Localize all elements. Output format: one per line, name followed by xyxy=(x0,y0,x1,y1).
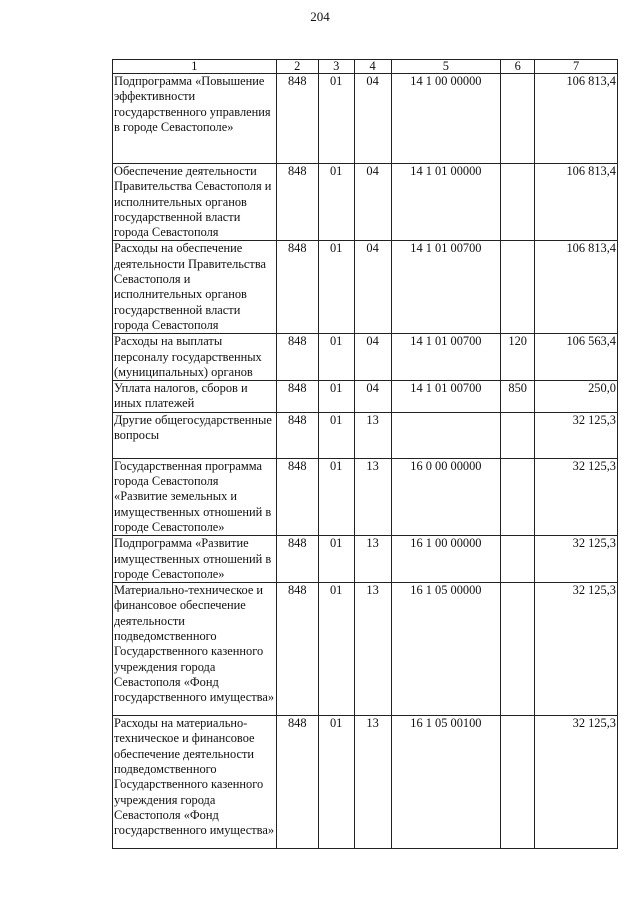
table-row xyxy=(113,164,618,241)
row-c2: 848 xyxy=(276,164,318,241)
row-c4: 04 xyxy=(354,74,391,164)
table-row xyxy=(113,334,618,381)
column-header: 4 xyxy=(354,60,391,74)
column-header: 2 xyxy=(276,60,318,74)
row-c4: 04 xyxy=(354,241,391,334)
column-header: 6 xyxy=(501,60,535,74)
row-c2: 848 xyxy=(276,536,318,583)
row-c6: 850 xyxy=(501,381,535,413)
row-c6 xyxy=(501,412,535,458)
row-c7: 32 125,3 xyxy=(535,458,618,535)
table-header-row xyxy=(113,60,618,74)
row-c3: 01 xyxy=(318,164,354,241)
row-c6 xyxy=(501,164,535,241)
row-c7: 106 813,4 xyxy=(535,164,618,241)
row-c7: 32 125,3 xyxy=(535,716,618,849)
row-c4: 04 xyxy=(354,381,391,413)
row-name: Расходы на обеспечение деятельности Правительства Севастополя и исполнительных органов государственной власти города Севастополя xyxy=(113,241,277,334)
row-name: Государственная программа города Севастополя «Развитие земельных и имущественных отношений в городе Севастополе» xyxy=(113,458,277,535)
row-c2: 848 xyxy=(276,334,318,381)
row-c2: 848 xyxy=(276,74,318,164)
row-c7: 32 125,3 xyxy=(535,536,618,583)
table-row xyxy=(113,74,618,164)
row-name: Подпрограмма «Повышение эффективности государственного управления в городе Севастополе» xyxy=(113,74,277,164)
row-c2: 848 xyxy=(276,716,318,849)
row-name: Обеспечение деятельности Правительства Севастополя и исполнительных органов государственной власти города Севастополя xyxy=(113,164,277,241)
column-header: 7 xyxy=(535,60,618,74)
row-c2: 848 xyxy=(276,583,318,716)
row-c7: 250,0 xyxy=(535,381,618,413)
row-c5: 14 1 01 00700 xyxy=(391,241,501,334)
row-c5: 16 1 00 00000 xyxy=(391,536,501,583)
table-row xyxy=(113,458,618,535)
column-header: 3 xyxy=(318,60,354,74)
row-name: Расходы на материально-техническое и финансовое обеспечение деятельности подведомственного Государственного казенного учреждения города Севастополя «Фонд государственного имущества» xyxy=(113,716,277,849)
row-c7: 106 813,4 xyxy=(535,241,618,334)
row-c2: 848 xyxy=(276,241,318,334)
row-c6 xyxy=(501,716,535,849)
row-c4: 13 xyxy=(354,458,391,535)
table-row xyxy=(113,716,618,849)
row-c2: 848 xyxy=(276,458,318,535)
row-c3: 01 xyxy=(318,241,354,334)
row-c4: 04 xyxy=(354,334,391,381)
table-row xyxy=(113,583,618,716)
budget-table xyxy=(112,59,618,849)
row-c3: 01 xyxy=(318,334,354,381)
row-name: Подпрограмма «Развитие имущественных отношений в городе Севастополе» xyxy=(113,536,277,583)
row-c7: 106 563,4 xyxy=(535,334,618,381)
row-c6 xyxy=(501,583,535,716)
row-name: Расходы на выплаты персоналу государственных (муниципальных) органов xyxy=(113,334,277,381)
row-c5 xyxy=(391,412,501,458)
row-name: Другие общегосударственные вопросы xyxy=(113,412,277,458)
row-c7: 106 813,4 xyxy=(535,74,618,164)
row-c5: 14 1 01 00700 xyxy=(391,334,501,381)
row-c5: 14 1 01 00000 xyxy=(391,164,501,241)
row-name: Уплата налогов, сборов и иных платежей xyxy=(113,381,277,413)
row-c4: 13 xyxy=(354,583,391,716)
row-c6: 120 xyxy=(501,334,535,381)
row-c6 xyxy=(501,458,535,535)
row-c3: 01 xyxy=(318,583,354,716)
row-c4: 13 xyxy=(354,412,391,458)
row-c3: 01 xyxy=(318,536,354,583)
row-c2: 848 xyxy=(276,412,318,458)
page-number: 204 xyxy=(310,9,330,24)
row-c2: 848 xyxy=(276,381,318,413)
row-c5: 16 1 05 00100 xyxy=(391,716,501,849)
row-c6 xyxy=(501,241,535,334)
table-row xyxy=(113,412,618,458)
row-name: Материально-техническое и финансовое обеспечение деятельности подведомственного Государственного казенного учреждения города Севастополя «Фонд государственного имущества» xyxy=(113,583,277,716)
table-row xyxy=(113,381,618,413)
row-c6 xyxy=(501,536,535,583)
row-c3: 01 xyxy=(318,412,354,458)
row-c4: 13 xyxy=(354,716,391,849)
row-c5: 16 0 00 00000 xyxy=(391,458,501,535)
row-c6 xyxy=(501,74,535,164)
row-c4: 04 xyxy=(354,164,391,241)
row-c4: 13 xyxy=(354,536,391,583)
row-c5: 14 1 00 00000 xyxy=(391,74,501,164)
row-c3: 01 xyxy=(318,458,354,535)
row-c5: 16 1 05 00000 xyxy=(391,583,501,716)
table-row xyxy=(113,241,618,334)
row-c3: 01 xyxy=(318,716,354,849)
row-c3: 01 xyxy=(318,74,354,164)
table-row xyxy=(113,536,618,583)
row-c7: 32 125,3 xyxy=(535,412,618,458)
row-c3: 01 xyxy=(318,381,354,413)
row-c5: 14 1 01 00700 xyxy=(391,381,501,413)
column-header: 5 xyxy=(391,60,501,74)
row-c7: 32 125,3 xyxy=(535,583,618,716)
column-header: 1 xyxy=(113,60,277,74)
